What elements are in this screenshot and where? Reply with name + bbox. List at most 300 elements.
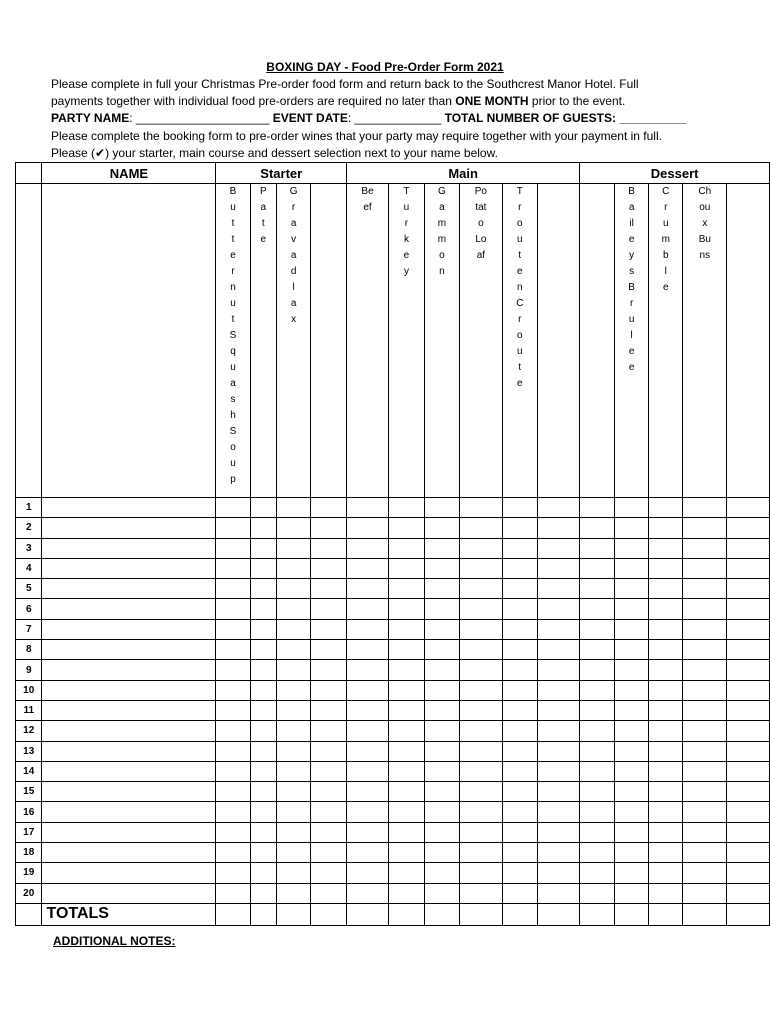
guest-name-cell[interactable]: [42, 579, 216, 599]
selection-cell[interactable]: [347, 883, 389, 903]
selection-cell[interactable]: [216, 538, 250, 558]
selection-cell[interactable]: [580, 721, 615, 741]
selection-cell[interactable]: [347, 700, 389, 720]
selection-cell[interactable]: [250, 822, 276, 842]
selection-cell[interactable]: [537, 498, 579, 518]
total-cell[interactable]: [424, 903, 459, 925]
selection-cell[interactable]: [615, 822, 649, 842]
selection-cell[interactable]: [424, 680, 459, 700]
selection-cell[interactable]: [424, 599, 459, 619]
selection-cell[interactable]: [424, 498, 459, 518]
selection-cell[interactable]: [250, 660, 276, 680]
selection-cell[interactable]: [347, 619, 389, 639]
guest-name-cell[interactable]: [42, 558, 216, 578]
selection-cell[interactable]: [683, 761, 727, 781]
selection-cell[interactable]: [683, 782, 727, 802]
selection-cell[interactable]: [580, 822, 615, 842]
selection-cell[interactable]: [347, 741, 389, 761]
selection-cell[interactable]: [502, 761, 537, 781]
selection-cell[interactable]: [250, 518, 276, 538]
selection-cell[interactable]: [277, 680, 311, 700]
selection-cell[interactable]: [459, 579, 502, 599]
selection-cell[interactable]: [424, 782, 459, 802]
selection-cell[interactable]: [459, 599, 502, 619]
selection-cell[interactable]: [537, 579, 579, 599]
selection-cell[interactable]: [580, 518, 615, 538]
selection-cell[interactable]: [683, 579, 727, 599]
selection-cell[interactable]: [311, 883, 347, 903]
selection-cell[interactable]: [459, 822, 502, 842]
selection-cell[interactable]: [389, 680, 425, 700]
selection-cell[interactable]: [250, 721, 276, 741]
selection-cell[interactable]: [250, 599, 276, 619]
selection-cell[interactable]: [216, 579, 250, 599]
total-cell[interactable]: [347, 903, 389, 925]
selection-cell[interactable]: [389, 579, 425, 599]
selection-cell[interactable]: [216, 802, 250, 822]
total-cell[interactable]: [727, 903, 770, 925]
selection-cell[interactable]: [502, 700, 537, 720]
selection-cell[interactable]: [580, 741, 615, 761]
total-cell[interactable]: [459, 903, 502, 925]
selection-cell[interactable]: [347, 498, 389, 518]
selection-cell[interactable]: [580, 579, 615, 599]
guest-name-cell[interactable]: [42, 863, 216, 883]
selection-cell[interactable]: [502, 802, 537, 822]
selection-cell[interactable]: [649, 721, 683, 741]
selection-cell[interactable]: [424, 883, 459, 903]
selection-cell[interactable]: [389, 741, 425, 761]
selection-cell[interactable]: [502, 782, 537, 802]
selection-cell[interactable]: [311, 761, 347, 781]
guest-name-cell[interactable]: [42, 660, 216, 680]
selection-cell[interactable]: [277, 599, 311, 619]
selection-cell[interactable]: [389, 599, 425, 619]
selection-cell[interactable]: [649, 579, 683, 599]
selection-cell[interactable]: [727, 640, 770, 660]
selection-cell[interactable]: [649, 843, 683, 863]
selection-cell[interactable]: [347, 761, 389, 781]
total-cell[interactable]: [649, 903, 683, 925]
selection-cell[interactable]: [216, 660, 250, 680]
selection-cell[interactable]: [459, 660, 502, 680]
selection-cell[interactable]: [389, 660, 425, 680]
selection-cell[interactable]: [459, 843, 502, 863]
selection-cell[interactable]: [649, 802, 683, 822]
selection-cell[interactable]: [389, 700, 425, 720]
selection-cell[interactable]: [424, 741, 459, 761]
selection-cell[interactable]: [615, 721, 649, 741]
guest-name-cell[interactable]: [42, 883, 216, 903]
selection-cell[interactable]: [459, 863, 502, 883]
selection-cell[interactable]: [277, 640, 311, 660]
selection-cell[interactable]: [580, 700, 615, 720]
selection-cell[interactable]: [537, 843, 579, 863]
selection-cell[interactable]: [277, 883, 311, 903]
selection-cell[interactable]: [727, 579, 770, 599]
selection-cell[interactable]: [311, 619, 347, 639]
selection-cell[interactable]: [216, 822, 250, 842]
selection-cell[interactable]: [311, 660, 347, 680]
selection-cell[interactable]: [311, 579, 347, 599]
selection-cell[interactable]: [311, 843, 347, 863]
selection-cell[interactable]: [424, 538, 459, 558]
selection-cell[interactable]: [580, 619, 615, 639]
selection-cell[interactable]: [683, 599, 727, 619]
selection-cell[interactable]: [277, 558, 311, 578]
selection-cell[interactable]: [615, 640, 649, 660]
selection-cell[interactable]: [250, 782, 276, 802]
selection-cell[interactable]: [727, 660, 770, 680]
selection-cell[interactable]: [389, 782, 425, 802]
selection-cell[interactable]: [250, 619, 276, 639]
selection-cell[interactable]: [727, 863, 770, 883]
selection-cell[interactable]: [424, 619, 459, 639]
selection-cell[interactable]: [537, 741, 579, 761]
selection-cell[interactable]: [277, 761, 311, 781]
selection-cell[interactable]: [727, 802, 770, 822]
selection-cell[interactable]: [277, 863, 311, 883]
selection-cell[interactable]: [277, 579, 311, 599]
selection-cell[interactable]: [347, 843, 389, 863]
selection-cell[interactable]: [537, 558, 579, 578]
selection-cell[interactable]: [389, 518, 425, 538]
selection-cell[interactable]: [277, 802, 311, 822]
selection-cell[interactable]: [424, 721, 459, 741]
selection-cell[interactable]: [424, 700, 459, 720]
selection-cell[interactable]: [683, 538, 727, 558]
selection-cell[interactable]: [649, 822, 683, 842]
total-cell[interactable]: [277, 903, 311, 925]
selection-cell[interactable]: [502, 518, 537, 538]
selection-cell[interactable]: [277, 700, 311, 720]
selection-cell[interactable]: [459, 558, 502, 578]
selection-cell[interactable]: [727, 558, 770, 578]
selection-cell[interactable]: [580, 883, 615, 903]
selection-cell[interactable]: [216, 700, 250, 720]
selection-cell[interactable]: [389, 761, 425, 781]
guest-name-cell[interactable]: [42, 640, 216, 660]
party-details-line[interactable]: PARTY NAME: ____________________ EVENT DATE: _____________ TOTAL NUMBER OF GUESTS: __________: [51, 111, 687, 125]
selection-cell[interactable]: [649, 660, 683, 680]
selection-cell[interactable]: [502, 721, 537, 741]
selection-cell[interactable]: [615, 558, 649, 578]
selection-cell[interactable]: [311, 721, 347, 741]
selection-cell[interactable]: [615, 518, 649, 538]
selection-cell[interactable]: [615, 883, 649, 903]
selection-cell[interactable]: [311, 498, 347, 518]
selection-cell[interactable]: [502, 660, 537, 680]
selection-cell[interactable]: [459, 680, 502, 700]
selection-cell[interactable]: [727, 761, 770, 781]
selection-cell[interactable]: [683, 680, 727, 700]
selection-cell[interactable]: [459, 802, 502, 822]
guest-name-cell[interactable]: [42, 741, 216, 761]
total-cell[interactable]: [683, 903, 727, 925]
selection-cell[interactable]: [277, 660, 311, 680]
selection-cell[interactable]: [727, 721, 770, 741]
selection-cell[interactable]: [347, 721, 389, 741]
selection-cell[interactable]: [216, 558, 250, 578]
selection-cell[interactable]: [347, 558, 389, 578]
selection-cell[interactable]: [649, 599, 683, 619]
selection-cell[interactable]: [277, 619, 311, 639]
selection-cell[interactable]: [537, 599, 579, 619]
selection-cell[interactable]: [424, 558, 459, 578]
selection-cell[interactable]: [459, 518, 502, 538]
selection-cell[interactable]: [580, 802, 615, 822]
selection-cell[interactable]: [537, 700, 579, 720]
selection-cell[interactable]: [424, 579, 459, 599]
selection-cell[interactable]: [347, 660, 389, 680]
selection-cell[interactable]: [615, 741, 649, 761]
selection-cell[interactable]: [424, 660, 459, 680]
selection-cell[interactable]: [615, 498, 649, 518]
selection-cell[interactable]: [424, 843, 459, 863]
selection-cell[interactable]: [502, 599, 537, 619]
guest-name-cell[interactable]: [42, 498, 216, 518]
selection-cell[interactable]: [216, 721, 250, 741]
guest-name-cell[interactable]: [42, 538, 216, 558]
selection-cell[interactable]: [649, 741, 683, 761]
selection-cell[interactable]: [216, 640, 250, 660]
selection-cell[interactable]: [459, 721, 502, 741]
selection-cell[interactable]: [683, 822, 727, 842]
selection-cell[interactable]: [537, 660, 579, 680]
selection-cell[interactable]: [580, 782, 615, 802]
selection-cell[interactable]: [216, 619, 250, 639]
selection-cell[interactable]: [311, 680, 347, 700]
selection-cell[interactable]: [459, 700, 502, 720]
selection-cell[interactable]: [311, 518, 347, 538]
selection-cell[interactable]: [537, 883, 579, 903]
selection-cell[interactable]: [502, 558, 537, 578]
selection-cell[interactable]: [347, 680, 389, 700]
guest-name-cell[interactable]: [42, 802, 216, 822]
selection-cell[interactable]: [389, 863, 425, 883]
selection-cell[interactable]: [389, 538, 425, 558]
selection-cell[interactable]: [250, 761, 276, 781]
selection-cell[interactable]: [615, 700, 649, 720]
selection-cell[interactable]: [649, 782, 683, 802]
selection-cell[interactable]: [537, 761, 579, 781]
selection-cell[interactable]: [683, 863, 727, 883]
selection-cell[interactable]: [537, 802, 579, 822]
selection-cell[interactable]: [459, 782, 502, 802]
selection-cell[interactable]: [389, 558, 425, 578]
selection-cell[interactable]: [277, 741, 311, 761]
selection-cell[interactable]: [580, 761, 615, 781]
selection-cell[interactable]: [537, 782, 579, 802]
selection-cell[interactable]: [277, 822, 311, 842]
selection-cell[interactable]: [216, 883, 250, 903]
selection-cell[interactable]: [615, 579, 649, 599]
selection-cell[interactable]: [580, 640, 615, 660]
selection-cell[interactable]: [216, 863, 250, 883]
selection-cell[interactable]: [250, 680, 276, 700]
selection-cell[interactable]: [347, 518, 389, 538]
selection-cell[interactable]: [277, 782, 311, 802]
selection-cell[interactable]: [683, 498, 727, 518]
selection-cell[interactable]: [649, 680, 683, 700]
selection-cell[interactable]: [459, 538, 502, 558]
guest-name-cell[interactable]: [42, 518, 216, 538]
total-cell[interactable]: [250, 903, 276, 925]
selection-cell[interactable]: [277, 518, 311, 538]
selection-cell[interactable]: [389, 883, 425, 903]
selection-cell[interactable]: [683, 518, 727, 538]
selection-cell[interactable]: [250, 498, 276, 518]
selection-cell[interactable]: [727, 883, 770, 903]
selection-cell[interactable]: [502, 822, 537, 842]
selection-cell[interactable]: [277, 538, 311, 558]
selection-cell[interactable]: [537, 619, 579, 639]
selection-cell[interactable]: [347, 579, 389, 599]
selection-cell[interactable]: [250, 558, 276, 578]
guest-name-cell[interactable]: [42, 680, 216, 700]
selection-cell[interactable]: [311, 599, 347, 619]
selection-cell[interactable]: [683, 640, 727, 660]
selection-cell[interactable]: [615, 761, 649, 781]
selection-cell[interactable]: [615, 782, 649, 802]
total-cell[interactable]: [389, 903, 425, 925]
selection-cell[interactable]: [459, 619, 502, 639]
selection-cell[interactable]: [311, 863, 347, 883]
selection-cell[interactable]: [389, 822, 425, 842]
selection-cell[interactable]: [311, 640, 347, 660]
selection-cell[interactable]: [683, 843, 727, 863]
selection-cell[interactable]: [347, 599, 389, 619]
selection-cell[interactable]: [727, 700, 770, 720]
selection-cell[interactable]: [683, 741, 727, 761]
selection-cell[interactable]: [389, 721, 425, 741]
selection-cell[interactable]: [216, 680, 250, 700]
selection-cell[interactable]: [459, 741, 502, 761]
selection-cell[interactable]: [250, 700, 276, 720]
selection-cell[interactable]: [649, 538, 683, 558]
selection-cell[interactable]: [727, 782, 770, 802]
total-cell[interactable]: [502, 903, 537, 925]
selection-cell[interactable]: [537, 518, 579, 538]
selection-cell[interactable]: [649, 640, 683, 660]
selection-cell[interactable]: [347, 640, 389, 660]
selection-cell[interactable]: [216, 599, 250, 619]
selection-cell[interactable]: [615, 843, 649, 863]
selection-cell[interactable]: [502, 538, 537, 558]
selection-cell[interactable]: [580, 680, 615, 700]
selection-cell[interactable]: [250, 843, 276, 863]
selection-cell[interactable]: [250, 883, 276, 903]
selection-cell[interactable]: [727, 599, 770, 619]
selection-cell[interactable]: [580, 863, 615, 883]
total-cell[interactable]: [537, 903, 579, 925]
selection-cell[interactable]: [537, 863, 579, 883]
selection-cell[interactable]: [649, 700, 683, 720]
selection-cell[interactable]: [311, 802, 347, 822]
selection-cell[interactable]: [250, 640, 276, 660]
selection-cell[interactable]: [502, 498, 537, 518]
selection-cell[interactable]: [580, 538, 615, 558]
selection-cell[interactable]: [683, 802, 727, 822]
selection-cell[interactable]: [216, 518, 250, 538]
selection-cell[interactable]: [537, 822, 579, 842]
selection-cell[interactable]: [502, 843, 537, 863]
selection-cell[interactable]: [502, 680, 537, 700]
selection-cell[interactable]: [347, 863, 389, 883]
selection-cell[interactable]: [250, 802, 276, 822]
selection-cell[interactable]: [424, 822, 459, 842]
selection-cell[interactable]: [250, 538, 276, 558]
selection-cell[interactable]: [649, 518, 683, 538]
selection-cell[interactable]: [502, 883, 537, 903]
selection-cell[interactable]: [389, 498, 425, 518]
guest-name-cell[interactable]: [42, 822, 216, 842]
selection-cell[interactable]: [250, 741, 276, 761]
selection-cell[interactable]: [250, 579, 276, 599]
selection-cell[interactable]: [683, 660, 727, 680]
selection-cell[interactable]: [311, 741, 347, 761]
selection-cell[interactable]: [683, 883, 727, 903]
selection-cell[interactable]: [683, 619, 727, 639]
selection-cell[interactable]: [727, 843, 770, 863]
selection-cell[interactable]: [727, 498, 770, 518]
selection-cell[interactable]: [459, 498, 502, 518]
selection-cell[interactable]: [727, 680, 770, 700]
guest-name-cell[interactable]: [42, 761, 216, 781]
selection-cell[interactable]: [649, 558, 683, 578]
selection-cell[interactable]: [649, 863, 683, 883]
selection-cell[interactable]: [311, 782, 347, 802]
selection-cell[interactable]: [347, 538, 389, 558]
selection-cell[interactable]: [580, 599, 615, 619]
guest-name-cell[interactable]: [42, 619, 216, 639]
selection-cell[interactable]: [389, 619, 425, 639]
selection-cell[interactable]: [537, 721, 579, 741]
selection-cell[interactable]: [580, 660, 615, 680]
selection-cell[interactable]: [615, 863, 649, 883]
selection-cell[interactable]: [727, 741, 770, 761]
selection-cell[interactable]: [615, 538, 649, 558]
selection-cell[interactable]: [537, 640, 579, 660]
selection-cell[interactable]: [250, 863, 276, 883]
selection-cell[interactable]: [615, 660, 649, 680]
guest-name-cell[interactable]: [42, 599, 216, 619]
selection-cell[interactable]: [727, 619, 770, 639]
selection-cell[interactable]: [347, 802, 389, 822]
selection-cell[interactable]: [424, 863, 459, 883]
selection-cell[interactable]: [459, 883, 502, 903]
selection-cell[interactable]: [216, 782, 250, 802]
selection-cell[interactable]: [389, 802, 425, 822]
selection-cell[interactable]: [277, 721, 311, 741]
selection-cell[interactable]: [683, 700, 727, 720]
selection-cell[interactable]: [683, 558, 727, 578]
selection-cell[interactable]: [649, 619, 683, 639]
selection-cell[interactable]: [649, 498, 683, 518]
selection-cell[interactable]: [389, 843, 425, 863]
guest-name-cell[interactable]: [42, 782, 216, 802]
selection-cell[interactable]: [347, 822, 389, 842]
total-cell[interactable]: [580, 903, 615, 925]
selection-cell[interactable]: [216, 741, 250, 761]
selection-cell[interactable]: [389, 640, 425, 660]
selection-cell[interactable]: [615, 599, 649, 619]
selection-cell[interactable]: [424, 518, 459, 538]
selection-cell[interactable]: [277, 843, 311, 863]
selection-cell[interactable]: [347, 782, 389, 802]
total-cell[interactable]: [311, 903, 347, 925]
selection-cell[interactable]: [502, 619, 537, 639]
